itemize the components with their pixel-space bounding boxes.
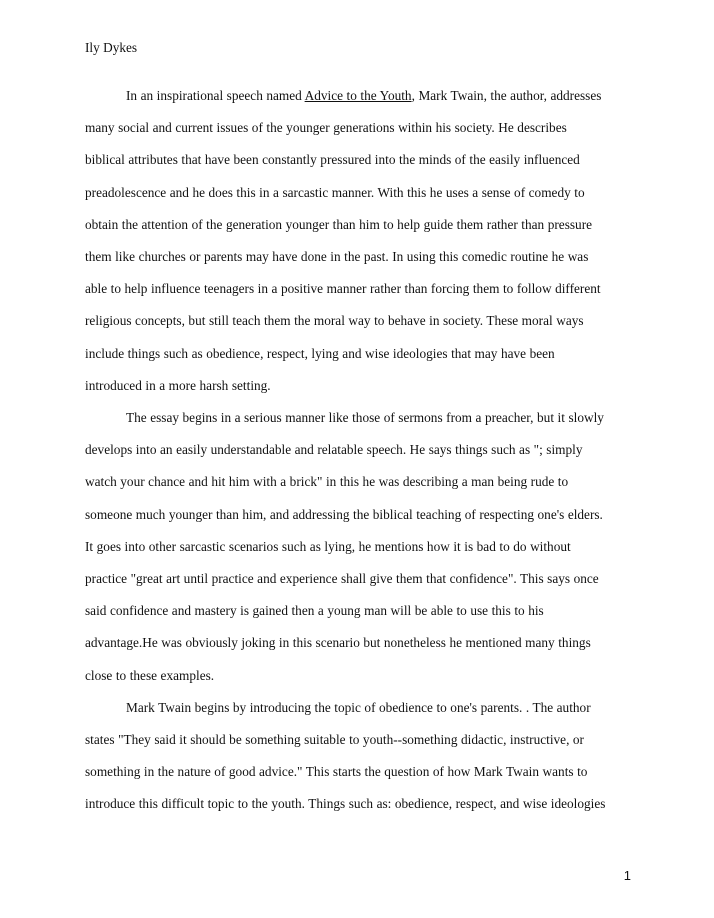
paragraph-2 xyxy=(85,402,637,692)
paragraph-line: biblical attributes that have been constantly pressured into the minds of the easily influenced xyxy=(85,152,580,168)
paragraph-1 xyxy=(85,80,637,402)
paragraph-line: religious concepts, but still teach them the moral way to behave in society. These moral ways xyxy=(85,313,584,329)
paragraph-line: able to help influence teenagers in a positive manner rather than forcing them to follow different xyxy=(85,281,601,297)
speech-title-link[interactable]: Advice to the Youth xyxy=(304,88,412,103)
paragraph-line: states "They said it should be something suitable to youth--something didactic, instructive, or xyxy=(85,732,584,748)
paragraph-line: someone much younger than him, and addressing the biblical teaching of respecting one's elders. xyxy=(85,506,603,522)
paragraph-line: many social and current issues of the younger generations within his society. He describes xyxy=(85,120,567,136)
line-text: , Mark Twain, the author, addresses xyxy=(411,88,602,103)
paragraph-line: Mark Twain begins by introducing the topic of obedience to one's parents. . The author xyxy=(126,699,591,715)
paragraph-line: obtain the attention of the generation younger than him to help guide them rather than pressure xyxy=(85,216,593,232)
paragraph-line: advantage.He was obviously joking in this scenario but nonetheless he mentioned many things xyxy=(85,635,591,651)
paragraph-line: watch your chance and hit him with a brick" in this he was describing a man being rude to xyxy=(85,474,569,490)
paragraph-line: It goes into other sarcastic scenarios such as lying, he mentions how it is bad to do without xyxy=(85,538,571,554)
paragraph-line: close to these examples. xyxy=(85,667,215,683)
paragraph-line: develops into an easily understandable and relatable speech. He says things such as "; simply xyxy=(85,442,583,458)
paragraph-line: said confidence and mastery is gained then a young man will be able to use this to his xyxy=(85,603,544,619)
line-text: In an inspirational speech named xyxy=(126,88,305,103)
author-name: Ily Dykes xyxy=(85,40,138,55)
paragraph-line xyxy=(85,80,637,112)
paragraph-line: practice "great art until practice and experience shall give them that confidence". This says once xyxy=(85,571,599,587)
paragraph-line: introduced in a more harsh setting. xyxy=(85,377,271,393)
paragraph-line: The essay begins in a serious manner like those of sermons from a preacher, but it slowly xyxy=(126,410,604,426)
paragraph-line: include things such as obedience, respect, lying and wise ideologies that may have been xyxy=(85,345,555,361)
paragraph-line: preadolescence and he does this in a sarcastic manner. With this he uses a sense of comedy to xyxy=(85,184,585,200)
paragraph-line: introduce this difficult topic to the youth. Things such as: obedience, respect, and wise ideologies xyxy=(85,796,606,812)
page-number: 1 xyxy=(623,868,631,883)
paragraph-line: them like churches or parents may have done in the past. In using this comedic routine he was xyxy=(85,249,589,265)
paragraph-3 xyxy=(85,692,637,821)
paragraph-line: something in the nature of good advice." This starts the question of how Mark Twain wants to xyxy=(85,764,588,780)
essay-body xyxy=(85,80,637,821)
